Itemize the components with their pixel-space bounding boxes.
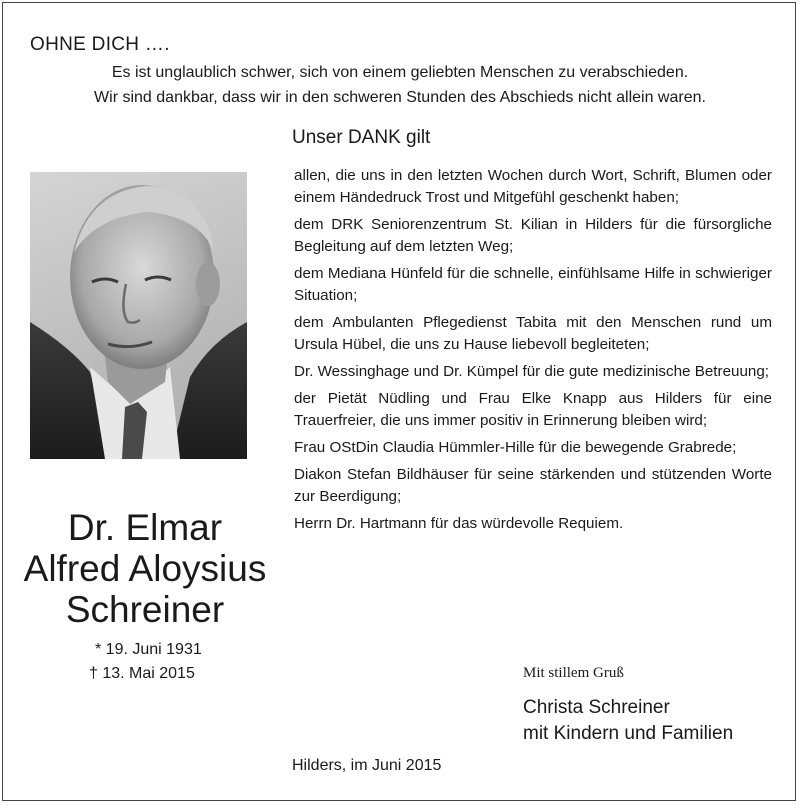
thanks-item: der Pietät Nüdling und Frau Elke Knapp aus Hilders für eine Trauerfreier, die uns immer positiv in Erinnerung bleiben wird; <box>294 390 772 429</box>
dank-heading: Unser DANK gilt <box>292 127 431 148</box>
portrait-illustration <box>30 172 247 459</box>
thanks-item: allen, die uns in den letzten Wochen durch Wort, Schrift, Blumen oder einem Händedruck Trost und Mitgefühl geschenkt haben; <box>294 167 772 206</box>
thanks-item: Herrn Dr. Hartmann für das würdevolle Requiem. <box>294 515 624 532</box>
signature-line-1: Christa Schreiner <box>523 697 670 718</box>
thanks-item: dem Ambulanten Pflegedienst Tabita mit den Menschen rund um Ursula Hübel, die uns zu Hause liebevoll begleiteten; <box>294 314 772 353</box>
thanks-item: Frau OStDin Claudia Hümmler-Hille für die bewegende Grabrede; <box>294 439 737 456</box>
deceased-name-line-3: Schreiner <box>65 589 225 630</box>
thanks-item: Diakon Stefan Bildhäuser für seine stärkenden und stützenden Worte zur Beerdigung; <box>294 466 772 505</box>
thanks-list <box>294 165 772 540</box>
birth-date: * 19. Juni 1931 <box>95 641 202 658</box>
portrait-photo <box>30 172 247 459</box>
death-date: † 13. Mai 2015 <box>89 665 195 682</box>
headline: OHNE DICH …. <box>30 34 170 55</box>
deceased-name-line-1: Dr. Elmar <box>67 507 223 548</box>
thanks-item: dem Mediana Hünfeld für die schnelle, einfühlsame Hilfe in schwieriger Situation; <box>294 265 772 304</box>
thanks-item: Dr. Wessinghage und Dr. Kümpel für die gute medizinische Betreuung; <box>294 363 770 380</box>
signature-line-2: mit Kindern und Familien <box>523 723 734 744</box>
thanks-item: dem DRK Seniorenzentrum St. Kilian in Hilders für die fürsorgliche Begleitung auf dem letzten Weg; <box>294 216 772 255</box>
intro-line-2: Wir sind dankbar, dass wir in den schweren Stunden des Abschieds nicht allein waren. <box>94 89 706 106</box>
greeting: Mit stillem Gruß <box>523 665 624 681</box>
place-date: Hilders, im Juni 2015 <box>292 757 442 774</box>
deceased-name-line-2: Alfred Aloysius <box>23 548 267 589</box>
intro-line-1: Es ist unglaublich schwer, sich von einem geliebten Menschen zu verabschieden. <box>111 64 689 81</box>
